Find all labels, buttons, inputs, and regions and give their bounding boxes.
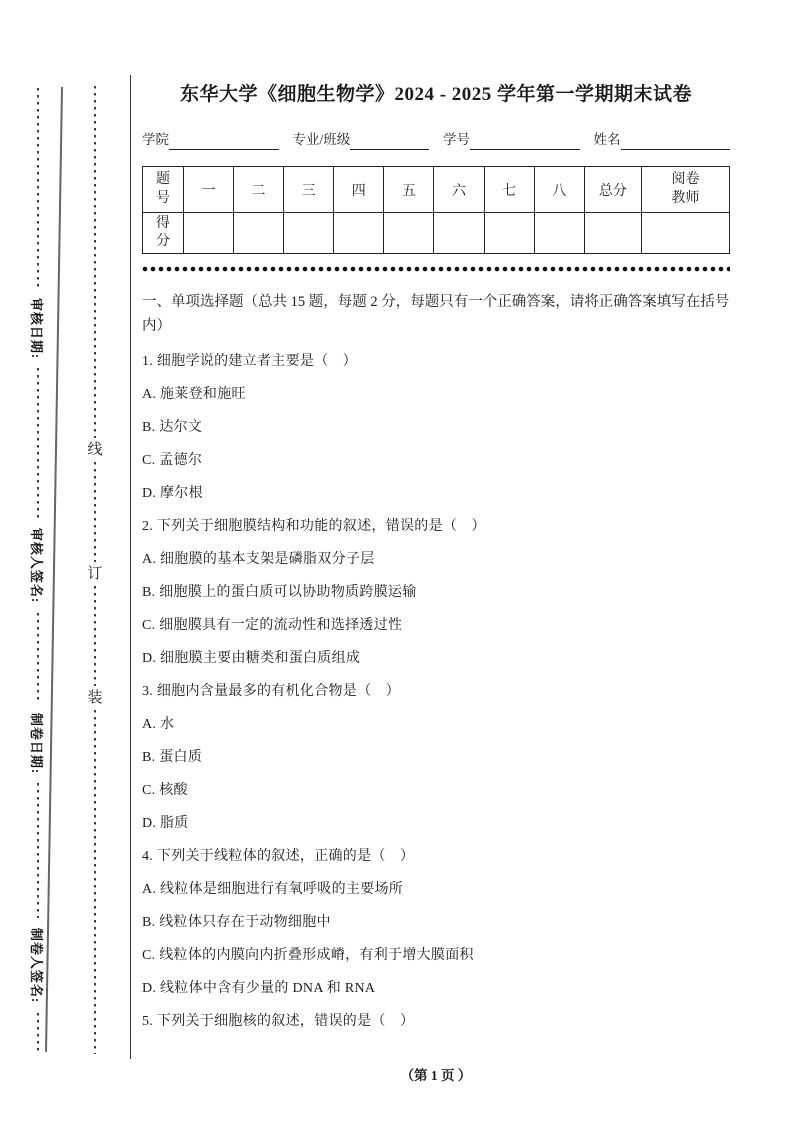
question-4-option-a: A. 线粒体是细胞进行有氧呼吸的主要场所 bbox=[142, 882, 404, 898]
field-blank-major-class[interactable] bbox=[350, 131, 429, 150]
score-table-header-cell: 六 bbox=[434, 167, 484, 213]
score-table-score-row bbox=[143, 213, 730, 254]
question-1-option-b: B. 达尔文 bbox=[142, 420, 203, 436]
field-blank-college[interactable] bbox=[169, 131, 279, 150]
field-blank-name[interactable] bbox=[621, 131, 731, 150]
question-3-option-a: A. 水 bbox=[142, 717, 175, 733]
score-table-header-cell-grader: 阅卷教师 bbox=[642, 167, 730, 213]
question-2-option-d: D. 细胞膜主要由糖类和蛋白质组成 bbox=[142, 651, 361, 667]
question-2-option-c: C. 细胞膜具有一定的流动性和选择透过性 bbox=[142, 618, 403, 634]
field-blank-student-id[interactable] bbox=[470, 131, 580, 150]
score-cell[interactable] bbox=[384, 213, 434, 254]
dotted-line-segment bbox=[94, 462, 96, 562]
question-1-text: 1. 细胞学说的建立者主要是（ ） bbox=[142, 354, 358, 370]
exam-title: 东华大学《细胞生物学》2024 - 2025 学年第一学期期末试卷 bbox=[179, 84, 693, 105]
student-info-row bbox=[142, 130, 730, 150]
score-cell[interactable] bbox=[284, 213, 334, 254]
score-cell[interactable] bbox=[642, 213, 730, 254]
dotted-line-segment bbox=[94, 586, 96, 686]
question-4-option-d: D. 线粒体中含有少量的 DNA 和 RNA bbox=[142, 981, 376, 997]
content-left-border bbox=[130, 75, 131, 1059]
question-2-text: 2. 下列关于细胞膜结构和功能的叙述，错误的是（ ） bbox=[142, 519, 486, 535]
binding-margin-labels bbox=[27, 88, 49, 1053]
field-label-student-id: 学号 bbox=[443, 132, 470, 147]
score-table-header-cell: 四 bbox=[334, 167, 384, 213]
dotted-line-segment bbox=[37, 783, 39, 918]
score-cell[interactable] bbox=[183, 213, 233, 254]
field-major-class bbox=[293, 130, 430, 150]
binding-line-char: 装 bbox=[87, 690, 103, 706]
field-student-id bbox=[443, 130, 580, 150]
binding-line-char: 订 bbox=[87, 566, 103, 582]
dotted-separator bbox=[142, 266, 730, 272]
binding-line-char: 线 bbox=[87, 442, 103, 458]
score-cell[interactable] bbox=[584, 213, 641, 254]
score-cell[interactable] bbox=[484, 213, 534, 254]
score-table-header-cell: 总分 bbox=[584, 167, 641, 213]
question-1-option-c: C. 孟德尔 bbox=[142, 453, 203, 469]
score-cell[interactable] bbox=[334, 213, 384, 254]
score-cell[interactable] bbox=[234, 213, 284, 254]
question-3-option-b: B. 蛋白质 bbox=[142, 750, 203, 766]
score-table-header-cell: 一 bbox=[183, 167, 233, 213]
margin-label-maker-date: 制卷日期: bbox=[29, 712, 45, 774]
score-table-header-cell: 八 bbox=[534, 167, 584, 213]
field-name bbox=[594, 130, 731, 150]
score-cell[interactable] bbox=[534, 213, 584, 254]
question-3-option-d: D. 脂质 bbox=[142, 816, 189, 832]
question-4-option-c: C. 线粒体的内膜向内折叠形成嵴，有利于增大膜面积 bbox=[142, 948, 474, 964]
score-table-header-cell: 三 bbox=[284, 167, 334, 213]
field-label-college: 学院 bbox=[142, 132, 169, 147]
dotted-line-segment bbox=[37, 613, 39, 703]
margin-label-review-date: 审核日期: bbox=[29, 297, 45, 359]
score-row-label-cell: 得分 bbox=[143, 213, 184, 254]
score-table-header-cell: 题号 bbox=[143, 167, 184, 213]
field-label-name: 姓名 bbox=[593, 132, 621, 147]
question-3-text: 3. 细胞内含量最多的有机化合物是（ ） bbox=[142, 684, 400, 700]
page-number: （第 1 页 ） bbox=[400, 1068, 472, 1083]
dotted-line-segment bbox=[94, 710, 96, 1054]
question-2-option-a: A. 细胞膜的基本支架是磷脂双分子层 bbox=[142, 552, 375, 568]
field-label-major-class: 专业/班级 bbox=[292, 132, 351, 147]
dotted-line-segment bbox=[37, 1013, 39, 1053]
score-table bbox=[142, 166, 730, 254]
score-table-header-row bbox=[143, 167, 730, 213]
question-2-option-b: B. 细胞膜上的蛋白质可以协助物质跨膜运输 bbox=[142, 585, 417, 601]
score-table-header-cell: 五 bbox=[384, 167, 434, 213]
margin-label-reviewer-signature: 审核人签名: bbox=[29, 527, 45, 604]
dotted-line-segment bbox=[94, 86, 96, 438]
question-5-text: 5. 下列关于细胞核的叙述，错误的是（ ） bbox=[142, 1014, 415, 1030]
question-1-option-d: D. 摩尔根 bbox=[142, 486, 203, 502]
score-table-header-cell: 七 bbox=[484, 167, 534, 213]
section-heading: 一、单项选择题（总共 15 题，每题 2 分，每题只有一个正确答案，请将正确答案填写在括号内） bbox=[142, 294, 730, 335]
dotted-line-segment bbox=[37, 88, 39, 288]
question-4-text: 4. 下列关于线粒体的叙述，正确的是（ ） bbox=[142, 849, 415, 865]
exam-content bbox=[142, 82, 730, 1045]
question-3-option-c: C. 核酸 bbox=[142, 783, 188, 799]
question-4-option-b: B. 线粒体只存在于动物细胞中 bbox=[142, 915, 331, 931]
score-table-header-cell: 二 bbox=[234, 167, 284, 213]
field-college bbox=[142, 130, 279, 150]
dotted-line-segment bbox=[37, 368, 39, 518]
score-cell[interactable] bbox=[434, 213, 484, 254]
binding-line bbox=[86, 86, 104, 1054]
question-1-option-a: A. 施莱登和施旺 bbox=[142, 387, 246, 403]
question-list bbox=[142, 352, 730, 1032]
margin-label-maker-signature: 制卷人签名: bbox=[29, 927, 45, 1004]
